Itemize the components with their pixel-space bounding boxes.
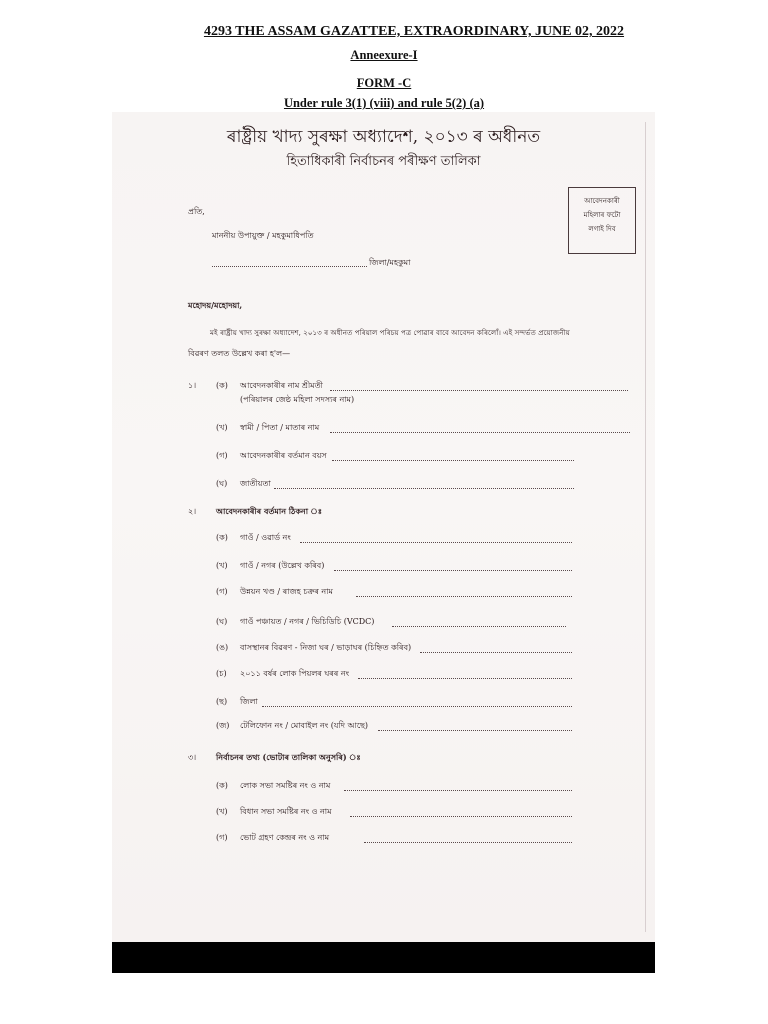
item-mark: (ঘ) [216, 479, 228, 488]
addressee: মাননীয় উপায়ুক্ত / মহকুমাধিপতি [212, 231, 314, 240]
item-mark: (গ) [216, 587, 228, 596]
form-title: ৰাষ্ট্ৰীয় খাদ্য সুৰক্ষা অধ্যাদেশ, ২০১৩ ৰ অধীনত [226, 127, 541, 147]
item-mark: (গ) [216, 451, 228, 460]
district-field-label: জিলা [240, 697, 258, 706]
to-label: প্ৰতি, [188, 207, 205, 216]
section-1-number: ১। [188, 381, 197, 390]
item-mark: (ক) [216, 533, 228, 542]
panchayat-label: গাওঁ পঞ্চায়ত / নগৰ / ভিচিডিচি (VCDC) [240, 617, 375, 626]
assembly-field [350, 816, 572, 817]
phone-field [378, 730, 572, 731]
lok-sabha-label: লোক সভা সমষ্টিৰ নং ও নাম [240, 781, 331, 790]
section-2-title: আবেদনকাৰীৰ বৰ্তমান ঠিকনা ঃ [216, 506, 322, 516]
lok-sabha-field [344, 790, 572, 791]
item-mark: (ঙ) [216, 643, 229, 652]
phone-label: টেলিফোন নং / মোবাইল নং (যদি আছে) [240, 721, 369, 730]
nationality-field [274, 488, 574, 489]
item-mark: (ঘ) [216, 617, 228, 626]
guardian-name-label: স্বামী / পিতা / মাতাৰ নাম [240, 423, 320, 432]
item-mark: (জ) [216, 721, 230, 730]
gazette-header: 4293 THE ASSAM GAZATTEE, EXTRAORDINARY, JUNE 02, 2022 [203, 24, 625, 39]
item-mark: (ছ) [216, 697, 228, 706]
district-fill-line [212, 266, 367, 267]
applicant-name-label: আবেদনকাৰীৰ নাম শ্ৰীমতী [240, 381, 323, 390]
residence-label: বাসস্থানৰ বিৱৰণ - নিজা ঘৰ / ভাড়াঘৰ (চিহ্নিত কৰিব) [240, 643, 412, 652]
photo-box-line: আবেদনকাৰী [584, 197, 620, 205]
item-mark: (খ) [216, 807, 228, 816]
photo-box-line: লগাই দিব [588, 225, 616, 233]
form-subtitle: হিতাধিকাৰী নিৰ্বাচনৰ পৰীক্ষণ তালিকা [286, 154, 481, 169]
polling-station-label: ভোট গ্ৰহণ কেন্দ্ৰৰ নং ও নাম [240, 833, 330, 842]
age-label: আবেদনকাৰীৰ বৰ্তমান বয়স [240, 451, 327, 460]
rule-label: Under rule 3(1) (viii) and rule 5(2) (a) [283, 96, 485, 110]
ward-label: গাওঁ / ওৱাৰ্ড নং [240, 533, 291, 542]
scan-bottom-bar [112, 942, 655, 973]
district-label: জিলা/মহকুমা [369, 258, 411, 267]
item-mark: (ক) [216, 381, 228, 390]
guardian-name-field [330, 432, 630, 433]
photo-box [568, 187, 636, 254]
assembly-label: বিধান সভা সমষ্টিৰ নং ও নাম [240, 807, 332, 816]
census-house-label: ২০১১ বৰ্ষৰ লোক পিয়লৰ ঘৰৰ নং [240, 669, 350, 678]
body-line-2: বিৱৰণ তলত উল্লেখ কৰা হ'ল— [188, 349, 291, 358]
town-field [334, 570, 572, 571]
residence-field [420, 652, 572, 653]
age-field [332, 460, 574, 461]
photo-box-line: মহিলাৰ ফটো [583, 211, 621, 219]
district-field [262, 706, 572, 707]
scanned-form [112, 112, 655, 942]
polling-station-field [364, 842, 572, 843]
annexure-label: Anneexure-I [350, 48, 418, 62]
page-fold-line [645, 122, 646, 932]
town-label: গাওঁ / নগৰ (উল্লেখ কৰিব) [240, 561, 325, 570]
salutation: মহোদয়/মহোদয়া, [188, 300, 243, 310]
section-3-title: নিৰ্বাচনৰ তথ্য (ভোটাৰ তালিকা অনুসৰি) ঃ [216, 752, 361, 762]
form-label: FORM -C [356, 76, 412, 90]
section-2-number: ২। [188, 507, 197, 516]
block-field [356, 596, 572, 597]
applicant-name-field [330, 390, 628, 391]
panchayat-field [392, 626, 566, 627]
census-house-field [358, 678, 572, 679]
item-mark: (গ) [216, 833, 228, 842]
item-mark: (খ) [216, 423, 228, 432]
ward-field [300, 542, 572, 543]
nationality-label: জাতীয়তা [240, 479, 271, 488]
item-mark: (ক) [216, 781, 228, 790]
block-label: উন্নয়ন খণ্ড / ৰাজহ চক্ৰৰ নাম [240, 587, 333, 596]
body-line-1: মই ৰাষ্ট্ৰীয় খাদ্য সুৰক্ষা অধ্যাদেশ, ২০১৩ ৰ অধীনত পৰিয়াল পৰিচয় পত্ৰ পোৱাৰ বাবে আবেদন কৰিলোঁ। এই সন্দৰ্ভত প্ৰয়োজনীয় [210, 328, 570, 337]
item-mark: (খ) [216, 561, 228, 570]
item-mark: (চ) [216, 669, 227, 678]
section-3-number: ৩। [188, 753, 197, 762]
applicant-name-note: (পৰিয়ালৰ জেষ্ঠ মহিলা সদস্যৰ নাম) [240, 395, 355, 404]
